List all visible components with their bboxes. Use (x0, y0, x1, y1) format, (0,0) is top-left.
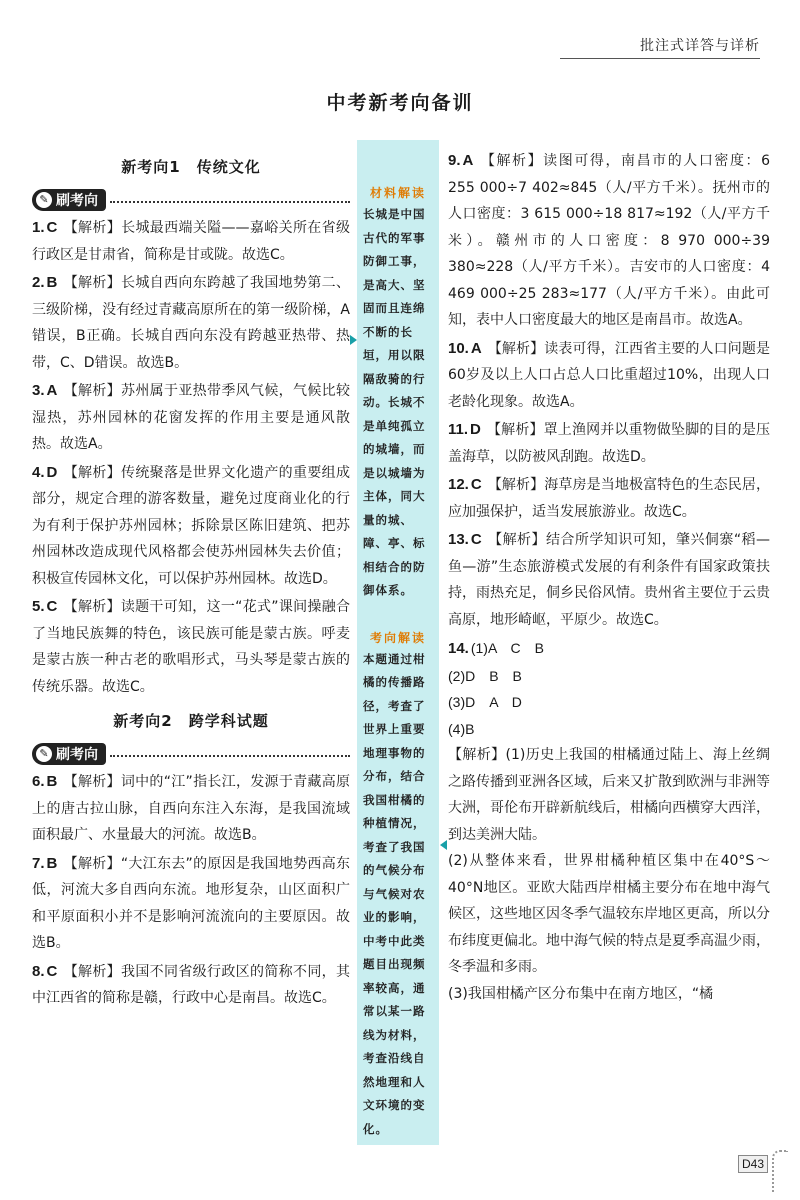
answer-letter: C (46, 219, 58, 236)
answer-text: 【解析】读图可得，南昌市的人口密度：6 255 000÷7 402≈845（人/平方千米）。抚州市的人口密度：3 615 000÷18 817≈192（人/平方千米）。赣州市的人口密度：8 970 000÷39 380≈228（人/平方千米）。吉安市的人口密度：4 469 000÷25 283≈177（人/平方千米）。由此可知，表中人口密度最大的地区是南昌市。故选A。 (448, 153, 770, 328)
badge-row-1 (32, 189, 350, 211)
material-reading-text: 长城是中国古代的军事防御工事，是高大、坚固而且连绵不断的长垣，用以限隔敌骑的行动。长城不是单纯孤立的城墙，而是以城墙为主体，同大量的城、障、亭、标相结合的防御体系。 (363, 207, 426, 597)
answer-letter: C (470, 531, 482, 548)
question-number: 11. (448, 421, 469, 438)
dotted-rule (110, 201, 350, 203)
answer-letter: B (46, 854, 58, 872)
answer-text: 【解析】词中的“江”指长江，发源于青藏高原上的唐古拉山脉，自西向东注入东海，是我国流域面积最广、水量最大的河流。故选B。 (32, 774, 350, 843)
header-title: 批注式详答与详析 (640, 38, 760, 54)
section-title-2: 新考向2 跨学科试题 (113, 712, 269, 730)
answer-letter: C (470, 476, 482, 493)
analysis-para-3: (3)我国柑橘产区分布集中在南方地区，“橘 (448, 985, 714, 1002)
question-13 (448, 527, 770, 633)
book-icon: ✎ (36, 192, 52, 208)
question-number: 8. (32, 962, 45, 980)
page-corner-decoration (772, 1150, 788, 1192)
question-6 (32, 769, 350, 849)
answer-line-2: (2)D B B (448, 667, 522, 684)
question-5 (32, 594, 350, 700)
question-number: 13. (448, 531, 469, 548)
question-number: 10. (448, 339, 469, 357)
question-11 (448, 417, 770, 470)
question-number: 5. (32, 598, 45, 615)
answer-letter: B (46, 274, 58, 291)
answer-line-1: (1)A C B (470, 640, 544, 656)
question-3 (32, 378, 350, 458)
answer-letter: A (46, 382, 58, 399)
question-7 (32, 851, 350, 957)
badge-shuakaoxiang (32, 189, 106, 211)
answer-text: 【解析】苏州属于亚热带季风气候，气候比较湿热，苏州园林的花窗发挥的作用主要是通风散热。故选A。 (32, 383, 350, 452)
question-10 (448, 336, 770, 416)
analysis-para-2: (2)从整体来看，世界柑橘种植区集中在40°S～40°N地区。亚欧大陆西岸柑橘主要分布在地中海气候区，这些地区因冬季气温较东岸地区更高，所以分布纬度更偏北。地中海气候的特点是夏季高温少雨，冬季温和多雨。 (448, 853, 770, 975)
answer-text: 【解析】罩上渔网并以重物做坠脚的目的是压盖海草，以防被风刮跑。故选D。 (448, 422, 770, 465)
book-icon: ✎ (36, 746, 52, 762)
answer-letter: D (46, 463, 58, 481)
answer-line-4: (4)B (448, 720, 475, 737)
dotted-rule (110, 755, 350, 757)
question-number: 6. (32, 773, 45, 790)
answer-letter: B (46, 773, 58, 790)
answer-letter: C (46, 598, 58, 615)
answer-text: 【解析】长城自西向东跨越了我国地势第二、三级阶梯，没有经过青藏高原所在的第一级阶梯，A错误，B正确。长城自西向东没有跨越亚热带、热带，C、D错误。故选B。 (32, 275, 350, 371)
answer-text: 【解析】读表可得，江西省主要的人口问题是60岁及以上人口占总人口比重超过10%，出现人口老龄化现象。故选A。 (448, 340, 770, 410)
question-9 (448, 148, 770, 334)
header-rule (560, 58, 760, 59)
badge-label: 刷考向 (56, 747, 98, 763)
question-number: 9. (448, 152, 461, 169)
material-reading-heading: 材料解读 (369, 186, 426, 200)
answer-text: 【解析】我国不同省级行政区的简称不同，其中江西省的简称是赣，行政中心是南昌。故选C。 (32, 963, 350, 1006)
question-number: 1. (32, 219, 45, 236)
question-8 (32, 959, 350, 1012)
answer-letter: C (46, 962, 58, 980)
left-column (32, 150, 350, 1014)
question-number: 4. (32, 463, 45, 481)
answer-text: 【解析】结合所学知识可知，肇兴侗寨“稻—鱼—游”生态旅游模式发展的有利条件有国家政策扶持，雨热充足，侗乡民俗风情。贵州省主要位于云贵高原，地形崎岖，平原少。故选C。 (448, 532, 770, 628)
question-number: 12. (448, 476, 469, 493)
exam-reading-heading: 考向解读 (369, 630, 426, 645)
question-number: 14. (448, 640, 469, 657)
question-number: 3. (32, 382, 45, 399)
answer-text: 【解析】传统聚落是世界文化遗产的重要组成部分，规定合理的游客数量，避免过度商业化的行为有利于保护苏州园林；拆除景区陈旧建筑、把苏州园林改造成现代风格都会使苏州园林失去价值；积极宣传园林文化，可以保护苏州园林。故选D。 (32, 464, 350, 587)
question-4 (32, 460, 350, 593)
badge-row-2 (32, 743, 350, 765)
exam-reading-text: 本题通过柑橘的传播路径，考查了世界上重要地理事物的分布，结合我国柑橘的种植情况，考查了我国的气候分布与气候对农业的影响，中考中此类题目出现频率较高，通常以某一路线为材料，考查沿线自然地理和人文环境的变化。 (363, 651, 426, 1136)
pointer-arrow-icon (440, 840, 447, 850)
question-12 (448, 472, 770, 525)
answer-text: 【解析】海草房是当地极富特色的生态民居，应加强保护，适当发展旅游业。故选C。 (448, 477, 770, 520)
page-title: 中考新考向备训 (326, 92, 474, 114)
question-number: 2. (32, 274, 45, 291)
answer-letter: D (470, 421, 481, 438)
badge-shuakaoxiang (32, 743, 106, 765)
analysis-para-1: 【解析】(1)历史上我国的柑橘通过陆上、海上丝绸之路传播到亚洲各区域，后来又扩散到欧洲与非洲等大洲，哥伦布开辟新航线后，柑橘向西横穿大西洋，到达美洲大陆。 (448, 747, 770, 843)
answer-text: 【解析】读题干可知，这一“花式”课间操融合了当地民族舞的特色，该民族可能是蒙古族。呼麦是蒙古族一种古老的歌唱形式，马头琴是蒙古族的传统乐器。故选C。 (32, 599, 350, 695)
answer-text: 【解析】长城最西端关隘——嘉峪关所在省级行政区是甘肃省，简称是甘或陇。故选C。 (32, 220, 350, 263)
answer-letter: A (470, 339, 482, 357)
page-number: D43 (738, 1155, 768, 1173)
question-number: 7. (32, 854, 45, 872)
badge-label: 刷考向 (56, 193, 98, 209)
pointer-arrow-icon (350, 335, 357, 345)
question-14 (448, 635, 770, 1007)
annotation-sidebar (357, 140, 439, 1145)
answer-letter: A (462, 152, 474, 169)
section-title-1: 新考向1 传统文化 (121, 158, 261, 176)
right-column (448, 148, 770, 1009)
answer-line-3: (3)D A D (448, 694, 522, 710)
answer-text: 【解析】“大江东去”的原因是我国地势西高东低，河流大多自西向东流。地形复杂，山区面积广和平原面积小并不是影响河流流向的主要原因。故选B。 (32, 855, 350, 951)
question-2 (32, 270, 350, 376)
question-1 (32, 215, 350, 268)
